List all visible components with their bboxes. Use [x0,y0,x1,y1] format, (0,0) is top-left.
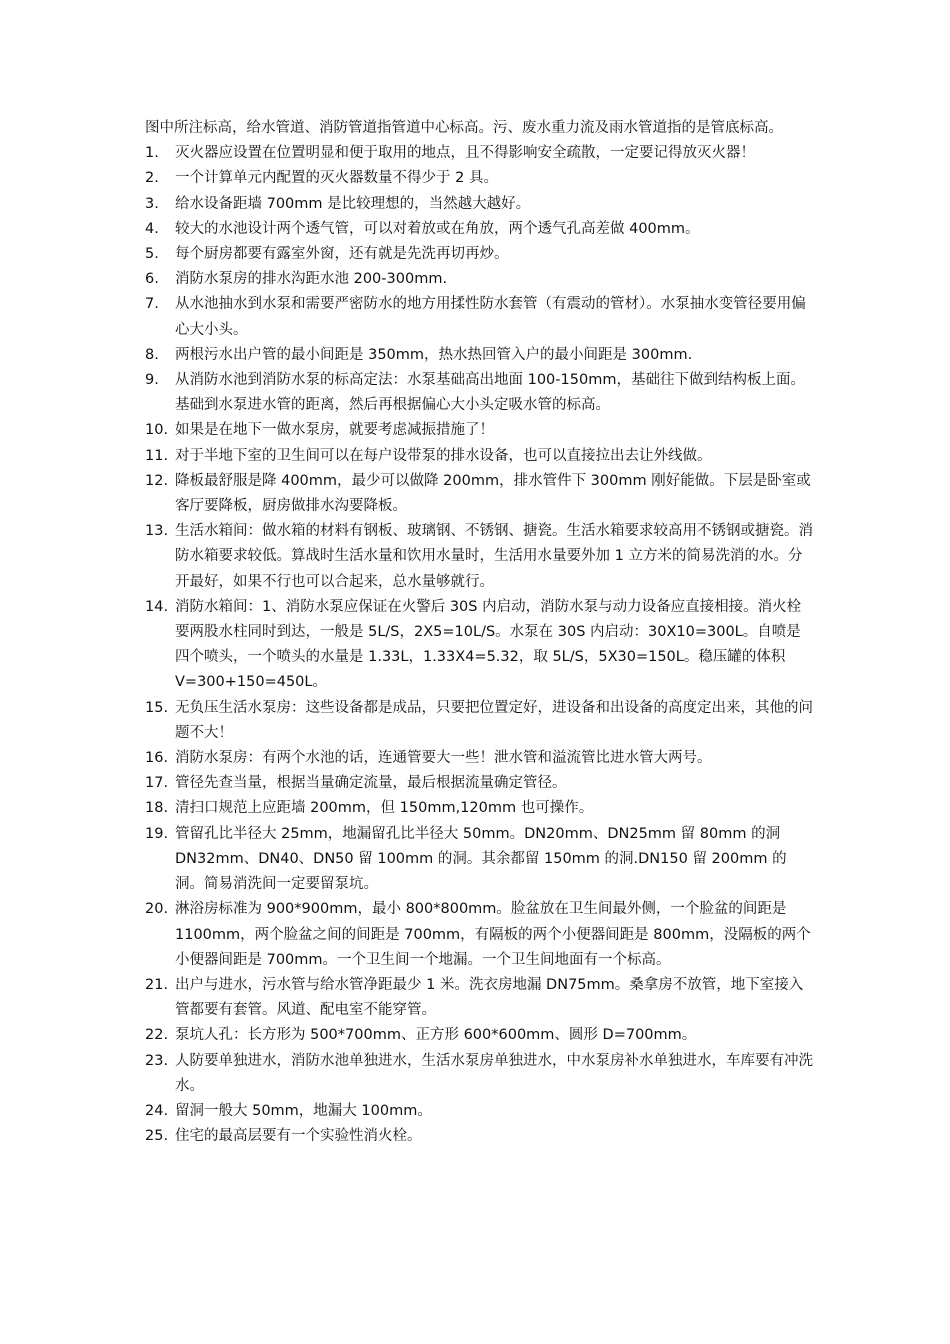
list-item-number: 24. [145,1102,169,1119]
list-item-number: 3. [145,195,159,212]
list-item-number: 11. [145,447,169,464]
list-item-text: 较大的水池设计两个透气管，可以对着放或在角放，两个透气孔高差做 400mm。 [175,220,700,237]
list-item [145,343,813,368]
list-item-number: 5. [145,246,159,263]
list-item [145,771,813,796]
list-item-number: 6. [145,271,159,288]
list-item [145,292,813,342]
list-item-number: 17. [145,775,169,792]
list-item-text: 泵坑人孔：长方形为 500*700mm、正方形 600*600mm、圆形 D=700mm。 [175,1027,697,1044]
list-item [145,192,813,217]
list-item-text: 给水设备距墙 700mm 是比较理想的，当然越大越好。 [175,195,531,212]
list-item [145,242,813,267]
list-item-text: 无负压生活水泵房：这些设备都是成品，只要把位置定好，进设备和出设备的高度定出来，其他的问题不大！ [175,699,813,741]
list-item-text: 降板最舒服是降 400mm，最少可以做降 200mm，排水管件下 300mm 刚好能做。下层是卧室或客厅要降板，厨房做排水沟要降板。 [175,472,811,515]
list-item-number: 12. [145,472,169,489]
list-item-text: 对于半地下室的卫生间可以在每户设带泵的排水设备，也可以直接拉出去让外线做。 [175,447,712,464]
list-item-number: 25. [145,1128,169,1145]
list-item-text: 管径先查当量，根据当量确定流量，最后根据流量确定管径。 [175,775,567,792]
document-body [145,116,813,1149]
list-item-text: 如果是在地下一做水泵房，就要考虑减振措施了！ [175,422,494,439]
list-item-number: 8. [145,346,159,363]
list-item-number: 14. [145,598,169,615]
list-item [145,267,813,292]
list-item [145,1124,813,1149]
list-item [145,444,813,469]
list-item [145,519,813,595]
list-item-text: 住宅的最高层要有一个实验性消火栓。 [175,1128,422,1145]
list-item-number: 23. [145,1052,169,1069]
list-item-number: 9. [145,372,159,389]
list-item [145,469,813,519]
list-item-text: 消防水泵房：有两个水池的话，连通管要大一些！泄水管和溢流管比进水管大两号。 [175,750,712,767]
list-item-number: 7. [145,296,159,313]
list-item-number: 13. [145,523,169,540]
list-item [145,595,813,696]
list-item-number: 15. [145,699,169,716]
list-item [145,822,813,898]
list-item-text: 灭火器应设置在位置明显和便于取用的地点，且不得影响安全疏散，一定要记得放灭火器！ [175,145,755,162]
numbered-list [145,141,813,1149]
list-item-number: 10. [145,422,169,439]
list-item [145,418,813,443]
list-item-text: 人防要单独进水，消防水池单独进水，生活水泵房单独进水，中水泵房补水单独进水，车库要有冲洗水。 [175,1052,813,1094]
list-item [145,973,813,1023]
list-item-number: 2. [145,170,159,187]
list-item [145,696,813,746]
list-item [145,141,813,166]
list-item-number: 16. [145,750,169,767]
list-item [145,796,813,821]
list-item-text: 消防水箱间：1、消防水泵应保证在火警后 30S 内启动，消防水泵与动力设备应直接相接。消火栓要两股水柱同时到达，一般是 5L/S，2X5=10L/S。水泵在 30S 内启动：30X10=300L。自喷是四个喷头，一个喷头的水量是 1.33L，1.33X4=5.32，取 5L/S，5X30=150L。稳压罐的体积 V=300+150=450L。 [175,598,802,691]
list-item-number: 20. [145,901,169,918]
list-item [145,166,813,191]
list-item-text: 消防水泵房的排水沟距水池 200-300mm. [175,271,448,288]
list-item-number: 21. [145,976,169,993]
list-item-number: 1. [145,145,159,162]
list-item-text: 从水池抽水到水泵和需要严密防水的地方用揉性防水套管（有震动的管材）。水泵抽水变管径要用偏心大小头。 [175,296,806,338]
list-item [145,1023,813,1048]
list-item-number: 19. [145,825,169,842]
list-item [145,1049,813,1099]
intro-paragraph: 图中所注标高，给水管道、消防管道指管道中心标高。污、废水重力流及雨水管道指的是管底标高。 [145,120,783,136]
list-item-text: 清扫口规范上应距墙 200mm，但 150mm,120mm 也可操作。 [175,800,594,817]
list-item [145,897,813,973]
list-item-text: 从消防水池到消防水泵的标高定法：水泵基础高出地面 100-150mm，基础往下做到结构板上面。基础到水泵进水管的距离，然后再根据偏心大小头定吸水管的标高。 [175,372,805,414]
list-item [145,368,813,418]
list-item-text: 管留孔比半径大 25mm，地漏留孔比半径大 50mm。DN20mm、DN25mm 留 80mm 的洞 DN32mm、DN40、DN50 留 100mm 的洞。其余都留 150mm 的洞.DN150 留 200mm 的洞。简易消洗间一定要留泵坑。 [175,825,787,893]
list-item [145,746,813,771]
list-item-text: 每个厨房都要有露室外窗，还有就是先洗再切再炒。 [175,246,509,263]
list-item-text: 留洞一般大 50mm，地漏大 100mm。 [175,1102,432,1119]
list-item [145,1099,813,1124]
list-item-text: 一个计算单元内配置的灭火器数量不得少于 2 具。 [175,170,498,187]
list-item-number: 4. [145,220,159,237]
list-item-text: 出户与进水，污水管与给水管净距最少 1 米。洗衣房地漏 DN75mm。桑拿房不放管，地下室接入管都要有套管。风道、配电室不能穿管。 [175,976,804,1019]
list-item-number: 18. [145,800,169,817]
list-item-text: 淋浴房标准为 900*900mm，最小 800*800mm。脸盆放在卫生间最外侧，一个脸盆的间距是 1100mm，两个脸盆之间的间距是 700mm，有隔板的两个小便器间距是 800mm，没隔板的两个小便器间距是 700mm。一个卫生间一个地漏。一个卫生间地面有一个标高。 [175,901,811,968]
list-item-text: 生活水箱间：做水箱的材料有钢板、玻璃钢、不锈钢、搪瓷。生活水箱要求较高用不锈钢或搪瓷。消防水箱要求较低。算战时生活水量和饮用水量时，生活用水量要外加 1 立方米的简易洗消的水。分开最好，如果不行也可以合起来，总水量够就行。 [175,523,813,590]
list-item-text: 两根污水出户管的最小间距是 350mm，热水热回管入户的最小间距是 300mm. [175,346,693,363]
list-item-number: 22. [145,1027,169,1044]
list-item [145,217,813,242]
